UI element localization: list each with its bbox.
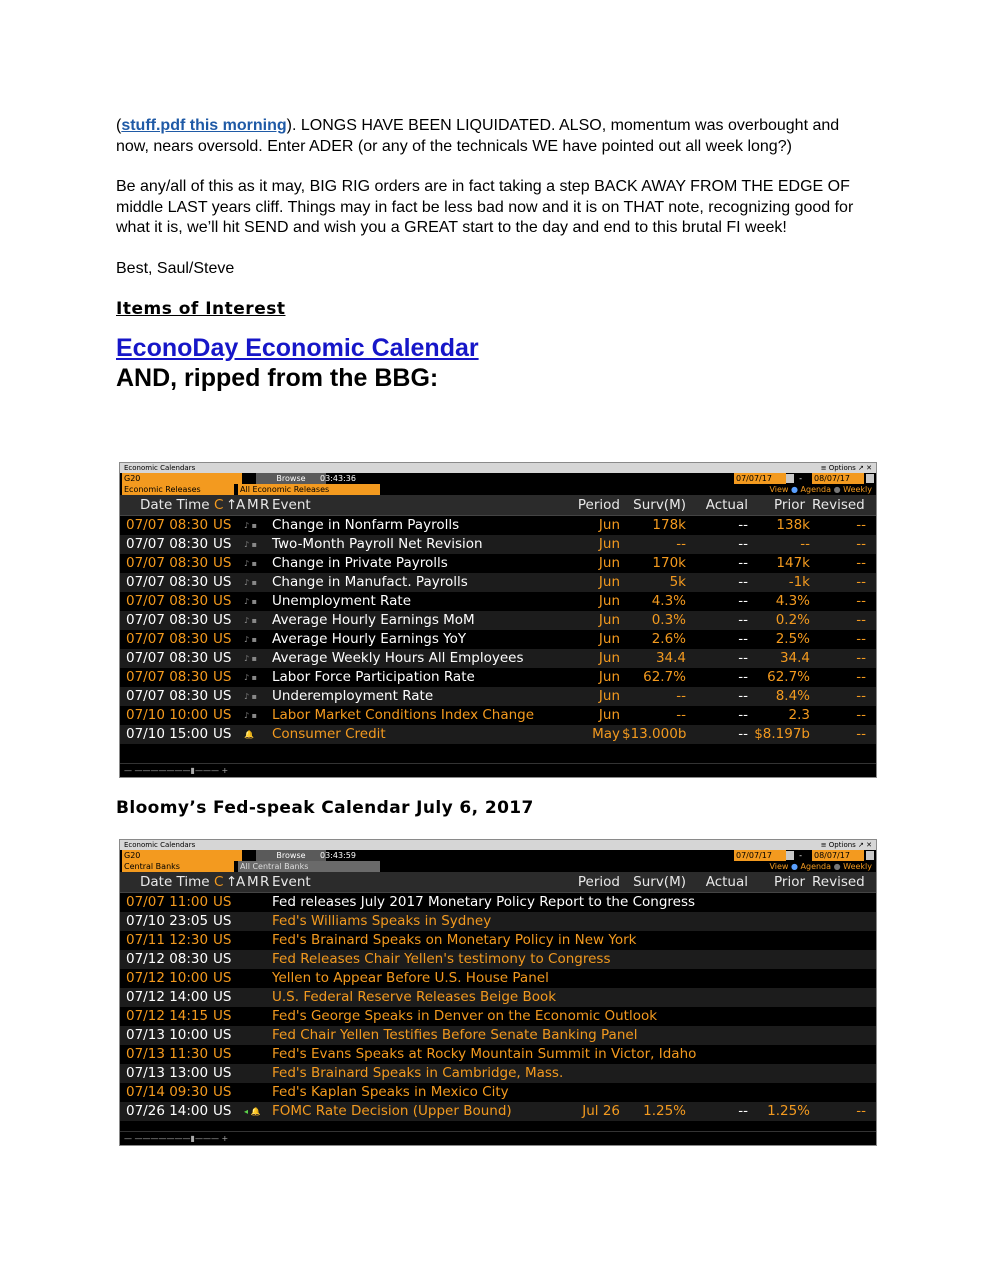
zoom-slider[interactable]: — ———————▮——— + <box>120 1131 876 1145</box>
cell-country: US <box>213 894 232 910</box>
col-event[interactable]: Event <box>272 874 311 890</box>
cell-event: Change in Nonfarm Payrolls <box>272 517 460 533</box>
table-header <box>120 495 876 516</box>
alert-icon[interactable]: ♪ ▪ <box>244 559 258 568</box>
cell-country: US <box>213 913 232 929</box>
cell-actual: -- <box>738 688 748 704</box>
cell-actual: -- <box>738 669 748 685</box>
cell-date-time: 07/07 08:30 <box>126 536 209 552</box>
calendar-icon[interactable] <box>786 474 794 483</box>
alert-icon[interactable]: ♪ ▪ <box>244 578 258 587</box>
cell-date-time: 07/12 08:30 <box>126 951 209 967</box>
cell-country: US <box>213 1065 232 1081</box>
table-row[interactable] <box>120 611 876 630</box>
cell-date-time: 07/12 14:00 <box>126 989 209 1005</box>
cell-date-time: 07/10 10:00 <box>126 707 209 723</box>
col-a[interactable]: A <box>236 874 246 890</box>
table-row[interactable] <box>120 931 876 950</box>
col-c[interactable]: C <box>214 497 224 513</box>
cell-prior: 62.7% <box>767 669 810 685</box>
cell-prior: -- <box>800 536 810 552</box>
view-toggle[interactable]: View ● Agenda ● Weekly <box>769 485 872 494</box>
toolbar-row: G20 Browse 03:43:36 07/07/17 - 08/07/17 <box>120 473 876 484</box>
cell-prior: 147k <box>776 555 810 571</box>
col-revised[interactable]: Revised <box>812 497 865 513</box>
table-row[interactable] <box>120 1083 876 1102</box>
cell-event: Two-Month Payroll Net Revision <box>272 536 483 552</box>
cell-country: US <box>213 631 232 647</box>
category-field[interactable]: Central Banks <box>122 861 234 872</box>
cell-date-time: 07/07 11:00 <box>126 894 209 910</box>
cell-survey: 34.4 <box>655 650 686 666</box>
col-arrow[interactable]: ↑ <box>226 497 238 513</box>
table-row[interactable] <box>120 668 876 687</box>
cell-country: US <box>213 1084 232 1100</box>
cell-event: Consumer Credit <box>272 726 386 742</box>
cell-period: Jun <box>598 650 620 666</box>
cell-actual: -- <box>738 555 748 571</box>
items-of-interest-heading: Items of Interest <box>116 299 286 319</box>
cell-period: Jun <box>598 536 620 552</box>
col-arrow[interactable]: ↑ <box>226 874 238 890</box>
category-value-dropdown[interactable]: All Economic Releases <box>238 484 380 495</box>
cell-country: US <box>213 536 232 552</box>
cell-event: Labor Force Participation Rate <box>272 669 475 685</box>
cell-event: Underemployment Rate <box>272 688 434 704</box>
cell-period: Jun <box>598 631 620 647</box>
date-from-field[interactable]: 07/07/17 <box>734 850 786 861</box>
cell-date-time: 07/07 08:30 <box>126 631 209 647</box>
table-row[interactable] <box>120 912 876 931</box>
cell-survey: 0.3% <box>651 612 686 628</box>
cell-country: US <box>213 989 232 1005</box>
cell-actual: -- <box>738 650 748 666</box>
clock: 03:43:59 <box>320 851 356 860</box>
cell-date-time: 07/07 08:30 <box>126 612 209 628</box>
cell-survey: 178k <box>652 517 686 533</box>
cell-event: Fed's Williams Speaks in Sydney <box>272 913 492 929</box>
cell-date-time: 07/07 08:30 <box>126 650 209 666</box>
table-row[interactable] <box>120 516 876 535</box>
econoday-link[interactable]: EconoDay Economic Calendar <box>116 334 479 362</box>
clock: 03:43:36 <box>320 474 356 483</box>
col-r[interactable]: R <box>260 874 270 890</box>
fed-speak-heading: Bloomy’s Fed-speak Calendar July 6, 2017 <box>116 798 534 818</box>
cell-country: US <box>213 726 232 742</box>
cell-prior: 138k <box>776 517 810 533</box>
cell-period: Jun <box>598 574 620 590</box>
alert-icon[interactable]: ♪ ▪ <box>244 521 258 530</box>
cell-event: Fed Chair Yellen Testifies Before Senate Banking Panel <box>272 1027 638 1043</box>
cell-revised: -- <box>856 555 866 571</box>
cell-actual: -- <box>738 574 748 590</box>
cell-country: US <box>213 593 232 609</box>
cell-revised: -- <box>856 707 866 723</box>
open-paren: ( <box>116 117 122 134</box>
calendar-icon[interactable] <box>786 851 794 860</box>
col-m[interactable]: M <box>247 874 259 890</box>
col-m[interactable]: M <box>247 497 259 513</box>
table-row[interactable] <box>120 969 876 988</box>
table-row[interactable] <box>120 687 876 706</box>
panel-titlebar <box>120 463 876 473</box>
alert-icon[interactable]: ♪ ▪ <box>244 616 258 625</box>
cell-event: Fed releases July 2017 Monetary Policy Report to the Congress <box>272 894 696 910</box>
cell-period: Jun <box>598 555 620 571</box>
cell-country: US <box>213 951 232 967</box>
alert-icon[interactable]: ♪ ▪ <box>244 711 258 720</box>
table-row[interactable] <box>120 1102 876 1121</box>
cell-actual: -- <box>738 726 748 742</box>
table-row[interactable] <box>120 630 876 649</box>
table-row[interactable] <box>120 535 876 554</box>
cell-revised: -- <box>856 669 866 685</box>
cell-survey: -- <box>676 707 686 723</box>
cell-revised: -- <box>856 631 866 647</box>
table-row[interactable] <box>120 893 876 912</box>
browse-button[interactable]: Browse <box>256 850 326 861</box>
cell-actual: -- <box>738 517 748 533</box>
cell-country: US <box>213 555 232 571</box>
cell-period: Jun <box>598 688 620 704</box>
table-row[interactable] <box>120 706 876 725</box>
col-actual[interactable]: Actual <box>705 874 748 890</box>
table-row[interactable] <box>120 1007 876 1026</box>
cell-date-time: 07/14 09:30 <box>126 1084 209 1100</box>
cell-revised: -- <box>856 517 866 533</box>
cell-period: Jul 26 <box>582 1103 620 1119</box>
cell-prior: 8.4% <box>775 688 810 704</box>
cell-country: US <box>213 669 232 685</box>
cell-period: May <box>592 726 620 742</box>
cell-prior: 4.3% <box>775 593 810 609</box>
paragraph-2: Be any/all of this as it may, BIG RIG orders are in fact taking a step BACK AWAY FROM THE EDGE OF middle LAST years cliff. Things may in fact be less bad now and it is on THAT note, recognizing good for what it is, we’ll hit SEND and wish you a GREAT start to the day and end to this brutal FI week! <box>116 178 854 236</box>
cell-country: US <box>213 517 232 533</box>
ripped-heading: AND, ripped from the BBG: <box>116 364 439 392</box>
cell-event: Change in Manufact. Payrolls <box>272 574 468 590</box>
paragraph-1-text: ). LONGS HAVE BEEN LIQUIDATED. ALSO, momentum was overbought and now, nears oversold. Enter ADER (or any of the technicals WE have pointed out all week long?) <box>116 117 840 155</box>
panel-title: Economic Calendars <box>124 464 196 472</box>
col-date-time[interactable]: Date Time <box>140 874 210 890</box>
cell-event: Fed Releases Chair Yellen's testimony to Congress <box>272 951 611 967</box>
table-row[interactable] <box>120 725 876 744</box>
cell-date-time: 07/07 08:30 <box>126 669 209 685</box>
table-row[interactable] <box>120 649 876 668</box>
options-menu[interactable]: ≡ Options ↗ ✕ <box>820 841 872 849</box>
cell-date-time: 07/13 11:30 <box>126 1046 209 1062</box>
cell-prior: 2.5% <box>775 631 810 647</box>
cell-date-time: 07/07 08:30 <box>126 517 209 533</box>
cell-event: Average Weekly Hours All Employees <box>272 650 524 666</box>
cell-country: US <box>213 1046 232 1062</box>
cell-revised: -- <box>856 612 866 628</box>
date-to-field[interactable]: 08/07/17 <box>812 473 864 484</box>
col-a[interactable]: A <box>236 497 246 513</box>
cell-country: US <box>213 688 232 704</box>
economic-calendar-panel <box>119 462 877 778</box>
zoom-slider[interactable]: — ———————▮——— + <box>120 763 876 777</box>
cell-event: Fed's Brainard Speaks in Cambridge, Mass. <box>272 1065 564 1081</box>
table-row[interactable] <box>120 573 876 592</box>
alert-icon[interactable]: ♪ ▪ <box>244 673 258 682</box>
cell-period: Jun <box>598 707 620 723</box>
cell-date-time: 07/12 10:00 <box>126 970 209 986</box>
category-value-dropdown[interactable]: All Central Banks <box>238 861 380 872</box>
cell-country: US <box>213 970 232 986</box>
cell-survey: -- <box>676 688 686 704</box>
col-c[interactable]: C <box>214 874 224 890</box>
cell-event: Fed's Brainard Speaks on Monetary Policy in New York <box>272 932 637 948</box>
cell-revised: -- <box>856 536 866 552</box>
cell-country: US <box>213 1008 232 1024</box>
table-row[interactable] <box>120 1026 876 1045</box>
calendar-rows <box>120 893 876 1121</box>
cell-survey: -- <box>676 536 686 552</box>
date-from-field[interactable]: 07/07/17 <box>734 473 786 484</box>
document-body <box>116 116 876 393</box>
cell-prior: -1k <box>788 574 810 590</box>
table-header <box>120 872 876 893</box>
central-bank-calendar-panel <box>119 839 877 1146</box>
cell-survey: 62.7% <box>643 669 686 685</box>
cell-actual: -- <box>738 612 748 628</box>
cell-revised: -- <box>856 650 866 666</box>
panel-titlebar <box>120 840 876 850</box>
cell-date-time: 07/07 08:30 <box>126 593 209 609</box>
col-date-time[interactable]: Date Time <box>140 497 210 513</box>
cell-period: Jun <box>598 517 620 533</box>
cell-event: Fed's Kaplan Speaks in Mexico City <box>272 1084 509 1100</box>
cell-event: Fed's George Speaks in Denver on the Economic Outlook <box>272 1008 658 1024</box>
filter-row <box>120 861 876 872</box>
region-field[interactable]: G20 <box>122 850 242 861</box>
cell-date-time: 07/07 08:30 <box>126 555 209 571</box>
cell-date-time: 07/11 12:30 <box>126 932 209 948</box>
cell-date-time: 07/12 14:15 <box>126 1008 209 1024</box>
col-event[interactable]: Event <box>272 497 311 513</box>
category-field[interactable]: Economic Releases <box>122 484 234 495</box>
cell-date-time: 07/07 08:30 <box>126 688 209 704</box>
cell-event: Yellen to Appear Before U.S. House Panel <box>272 970 549 986</box>
cell-date-time: 07/13 10:00 <box>126 1027 209 1043</box>
cell-actual: -- <box>738 593 748 609</box>
cell-revised: -- <box>856 726 866 742</box>
alert-icon[interactable]: 🔔 <box>244 730 254 739</box>
cell-actual: -- <box>738 707 748 723</box>
col-prior[interactable]: Prior <box>774 874 806 890</box>
alert-icon[interactable]: ◂ 🔔 <box>244 1107 261 1116</box>
cell-revised: -- <box>856 688 866 704</box>
cell-period: Jun <box>598 593 620 609</box>
cell-survey: 4.3% <box>651 593 686 609</box>
cell-survey: 2.6% <box>651 631 686 647</box>
panel-title: Economic Calendars <box>124 841 196 849</box>
table-row[interactable] <box>120 592 876 611</box>
cell-revised: -- <box>856 593 866 609</box>
cell-prior: 1.25% <box>767 1103 810 1119</box>
cell-survey: $13.000b <box>622 726 687 742</box>
cell-event: U.S. Federal Reserve Releases Beige Book <box>272 989 557 1005</box>
options-menu[interactable]: ≡ Options ↗ ✕ <box>820 464 872 472</box>
col-surv[interactable]: Surv(M) <box>633 497 686 513</box>
cell-actual: -- <box>738 536 748 552</box>
calendar-rows <box>120 516 876 744</box>
cell-survey: 5k <box>669 574 686 590</box>
cell-date-time: 07/10 23:05 <box>126 913 209 929</box>
alert-icon[interactable]: ♪ ▪ <box>244 597 258 606</box>
col-r[interactable]: R <box>260 497 270 513</box>
stuff-pdf-link[interactable]: stuff.pdf this morning <box>121 117 287 134</box>
signoff: Best, Saul/Steve <box>116 259 235 277</box>
table-row[interactable] <box>120 1064 876 1083</box>
cell-event: FOMC Rate Decision (Upper Bound) <box>272 1103 512 1119</box>
browse-button[interactable]: Browse <box>256 473 326 484</box>
cell-prior: 2.3 <box>788 707 810 723</box>
calendar-icon[interactable] <box>866 474 874 483</box>
alert-icon[interactable]: ♪ ▪ <box>244 540 258 549</box>
cell-period: Jun <box>598 669 620 685</box>
col-actual[interactable]: Actual <box>705 497 748 513</box>
cell-actual: -- <box>738 631 748 647</box>
cell-revised: -- <box>856 1103 866 1119</box>
cell-period: Jun <box>598 612 620 628</box>
alert-icon[interactable]: ♪ ▪ <box>244 635 258 644</box>
cell-event: Change in Private Payrolls <box>272 555 448 571</box>
cell-date-time: 07/26 14:00 <box>126 1103 209 1119</box>
cell-event: Unemployment Rate <box>272 593 412 609</box>
cell-country: US <box>213 612 232 628</box>
calendar-icon[interactable] <box>866 851 874 860</box>
paragraph-1 <box>116 116 876 157</box>
cell-country: US <box>213 1027 232 1043</box>
cell-country: US <box>213 707 232 723</box>
view-toggle[interactable]: View ● Agenda ● Weekly <box>769 862 872 871</box>
cell-date-time: 07/10 15:00 <box>126 726 209 742</box>
col-period[interactable]: Period <box>577 874 620 890</box>
cell-actual: -- <box>738 1103 748 1119</box>
cell-survey: 1.25% <box>643 1103 686 1119</box>
cell-country: US <box>213 1103 232 1119</box>
table-row[interactable] <box>120 554 876 573</box>
cell-survey: 170k <box>652 555 686 571</box>
col-surv[interactable]: Surv(M) <box>633 874 686 890</box>
cell-event: Fed's Evans Speaks at Rocky Mountain Summit in Victor, Idaho <box>272 1046 697 1062</box>
region-field[interactable]: G20 <box>122 473 242 484</box>
alert-icon[interactable]: ♪ ▪ <box>244 654 258 663</box>
cell-country: US <box>213 650 232 666</box>
cell-revised: -- <box>856 574 866 590</box>
toolbar-row: G20 Browse 03:43:59 07/07/17 - 08/07/17 <box>120 850 876 861</box>
alert-icon[interactable]: ♪ ▪ <box>244 692 258 701</box>
date-to-field[interactable]: 08/07/17 <box>812 850 864 861</box>
table-row[interactable] <box>120 1045 876 1064</box>
cell-prior: 34.4 <box>779 650 810 666</box>
col-revised[interactable]: Revised <box>812 874 865 890</box>
cell-country: US <box>213 574 232 590</box>
table-row[interactable] <box>120 950 876 969</box>
cell-date-time: 07/13 13:00 <box>126 1065 209 1081</box>
table-row[interactable] <box>120 988 876 1007</box>
cell-event: Average Hourly Earnings MoM <box>272 612 475 628</box>
cell-date-time: 07/07 08:30 <box>126 574 209 590</box>
cell-event: Labor Market Conditions Index Change <box>272 707 535 723</box>
filter-row <box>120 484 876 495</box>
col-prior[interactable]: Prior <box>774 497 806 513</box>
col-period[interactable]: Period <box>577 497 620 513</box>
cell-prior: 0.2% <box>775 612 810 628</box>
cell-event: Average Hourly Earnings YoY <box>272 631 467 647</box>
cell-prior: $8.197b <box>754 726 810 742</box>
cell-country: US <box>213 932 232 948</box>
